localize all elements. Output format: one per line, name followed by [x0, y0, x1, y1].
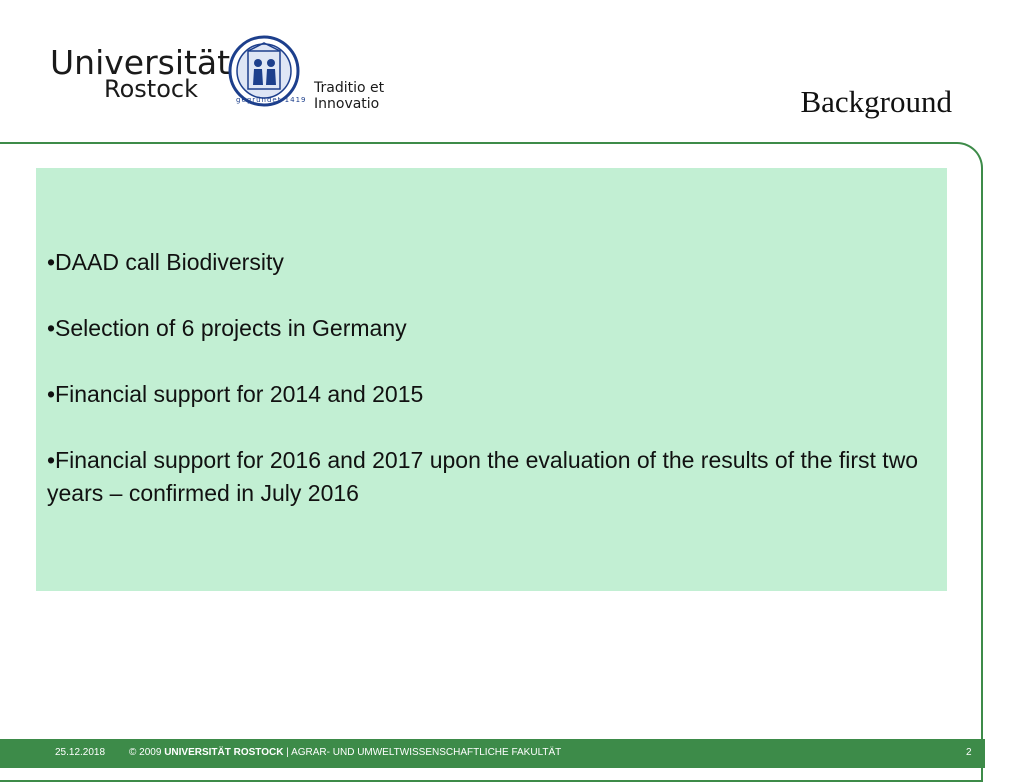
footer-copyright-symbol: © 2009	[129, 747, 162, 758]
footer-university: UNIVERSITÄT ROSTOCK	[164, 747, 284, 758]
bullet-item: •Financial support for 2016 and 2017 upon the evaluation of the results of the first two years – confirmed in July 2016	[47, 447, 919, 506]
slide-title: Background	[800, 84, 952, 119]
bullet-item: •DAAD call Biodiversity	[47, 249, 284, 275]
university-logo	[50, 32, 430, 112]
logo-wordmark-universitaet: Universität	[50, 43, 231, 82]
logo-motto: Traditio et Innovatio	[314, 80, 385, 112]
bullet-item: •Financial support for 2014 and 2015	[47, 381, 424, 407]
footer-date: 25.12.2018	[55, 747, 106, 758]
footer-page-number: 2	[966, 747, 972, 758]
seal-founding-text: gegründet 1419	[236, 96, 307, 104]
footer-copyright	[129, 747, 561, 758]
content-box	[36, 168, 947, 591]
logo-wordmark-rostock: Rostock	[104, 75, 198, 103]
bullet-item: •Selection of 6 projects in Germany	[47, 315, 407, 341]
footer-bar	[0, 739, 985, 768]
footer-faculty: | AGRAR- UND UMWELTWISSENSCHAFTLICHE FAKULTÄT	[286, 747, 562, 758]
